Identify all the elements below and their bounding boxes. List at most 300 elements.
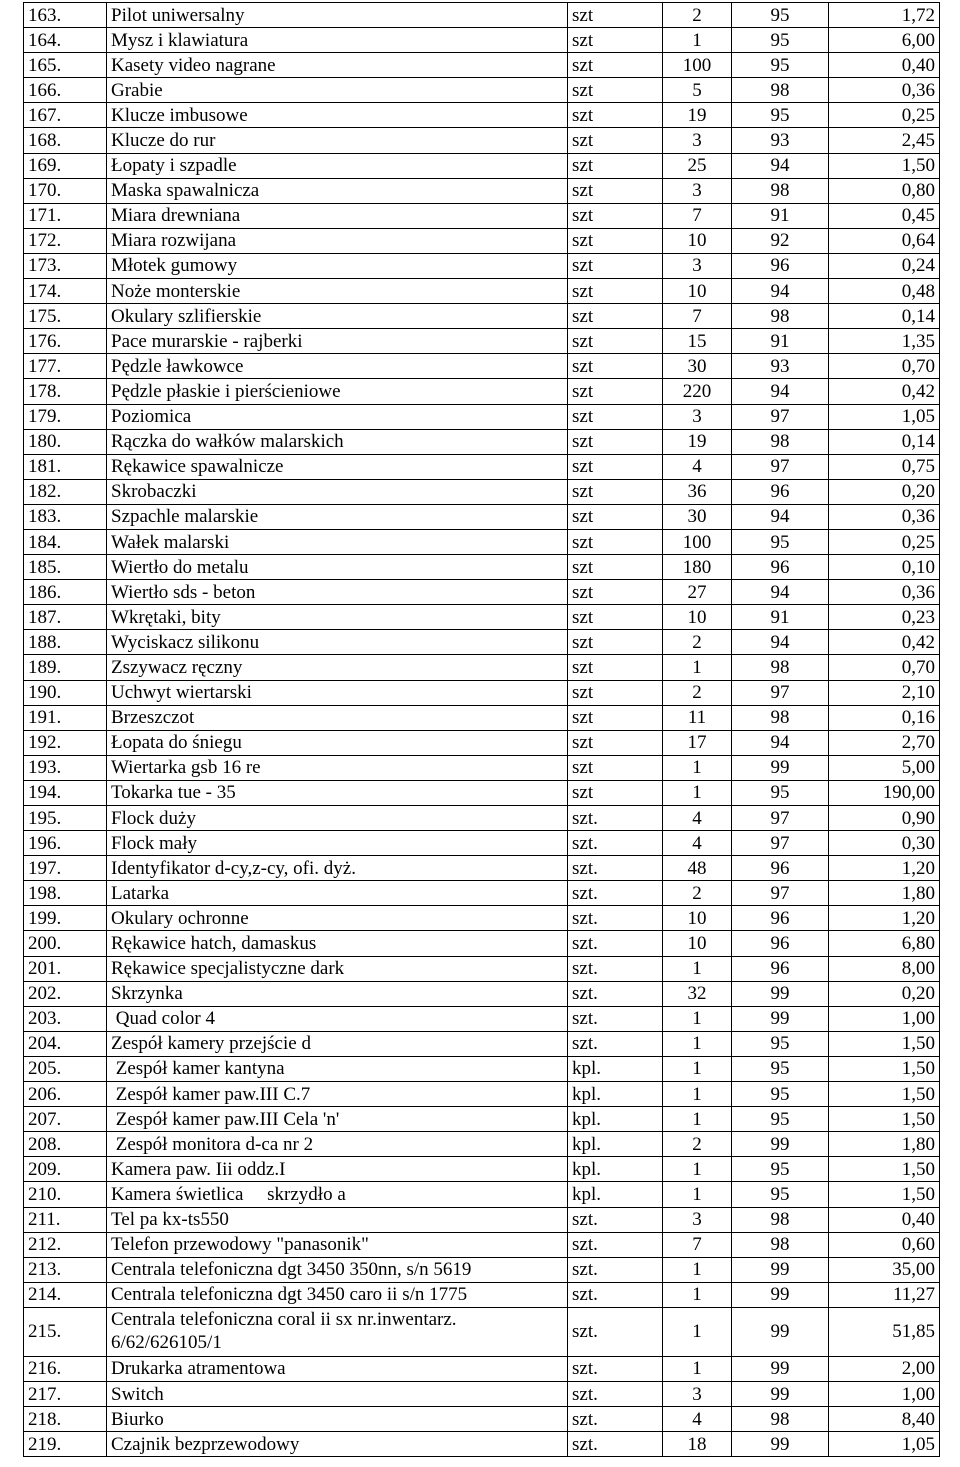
- wear-percent-cell: 91: [732, 605, 829, 630]
- table-row: [24, 1307, 940, 1356]
- unit-cell: szt: [568, 329, 663, 354]
- unit-cell: szt: [568, 605, 663, 630]
- value-cell: 1,05: [829, 404, 940, 429]
- item-name-cell: Pace murarskie - rajberki: [107, 329, 568, 354]
- table-row: [24, 1232, 940, 1257]
- quantity-cell: 3: [663, 1381, 732, 1406]
- unit-cell: szt.: [568, 1381, 663, 1406]
- wear-percent-cell: 96: [732, 931, 829, 956]
- table-row: [24, 1432, 940, 1457]
- quantity-cell: 3: [663, 1207, 732, 1232]
- row-number-cell: 180.: [24, 429, 107, 454]
- quantity-cell: 3: [663, 253, 732, 278]
- row-number-cell: 187.: [24, 605, 107, 630]
- item-name-cell: Noże monterskie: [107, 279, 568, 304]
- row-number-cell: 166.: [24, 78, 107, 103]
- table-row: [24, 178, 940, 203]
- wear-percent-cell: 95: [732, 1157, 829, 1182]
- row-number-cell: 201.: [24, 956, 107, 981]
- wear-percent-cell: 99: [732, 1432, 829, 1457]
- wear-percent-cell: 91: [732, 203, 829, 228]
- value-cell: 8,00: [829, 956, 940, 981]
- value-cell: 1,50: [829, 1056, 940, 1081]
- value-cell: 0,36: [829, 504, 940, 529]
- value-cell: 1,50: [829, 1107, 940, 1132]
- item-name-cell: Klucze imbusowe: [107, 103, 568, 128]
- table-row: [24, 605, 940, 630]
- value-cell: 1,80: [829, 1132, 940, 1157]
- item-name-cell: Rękawice specjalistyczne dark: [107, 956, 568, 981]
- row-number-cell: 202.: [24, 981, 107, 1006]
- table-row: [24, 28, 940, 53]
- quantity-cell: 17: [663, 730, 732, 755]
- quantity-cell: 30: [663, 504, 732, 529]
- item-name-cell: Wyciskacz silikonu: [107, 630, 568, 655]
- row-number-cell: 199.: [24, 906, 107, 931]
- table-row: [24, 755, 940, 780]
- unit-cell: szt.: [568, 1031, 663, 1056]
- row-number-cell: 185.: [24, 555, 107, 580]
- unit-cell: szt.: [568, 1356, 663, 1381]
- item-name-cell: Tel pa kx-ts550: [107, 1207, 568, 1232]
- table-row: [24, 1407, 940, 1432]
- row-number-cell: 195.: [24, 806, 107, 831]
- item-name-cell: Latarka: [107, 881, 568, 906]
- row-number-cell: 164.: [24, 28, 107, 53]
- value-cell: 1,35: [829, 329, 940, 354]
- value-cell: 6,00: [829, 28, 940, 53]
- item-name-cell: Kasety video nagrane: [107, 53, 568, 78]
- wear-percent-cell: 95: [732, 1056, 829, 1081]
- wear-percent-cell: 98: [732, 655, 829, 680]
- value-cell: 0,16: [829, 705, 940, 730]
- item-name-cell: Pędzle ławkowce: [107, 354, 568, 379]
- value-cell: 0,36: [829, 78, 940, 103]
- wear-percent-cell: 94: [732, 730, 829, 755]
- item-name-cell: Zespół kamer paw.III C.7: [107, 1082, 568, 1107]
- quantity-cell: 1: [663, 1107, 732, 1132]
- value-cell: 0,42: [829, 630, 940, 655]
- quantity-cell: 4: [663, 1407, 732, 1432]
- table-row: [24, 655, 940, 680]
- unit-cell: szt: [568, 780, 663, 805]
- table-row: [24, 3, 940, 28]
- table-row: [24, 580, 940, 605]
- table-row: [24, 1182, 940, 1207]
- wear-percent-cell: 95: [732, 103, 829, 128]
- row-number-cell: 219.: [24, 1432, 107, 1457]
- wear-percent-cell: 95: [732, 780, 829, 805]
- table-row: [24, 78, 940, 103]
- wear-percent-cell: 98: [732, 705, 829, 730]
- inventory-table: [23, 2, 940, 1457]
- row-number-cell: 169.: [24, 153, 107, 178]
- row-number-cell: 168.: [24, 128, 107, 153]
- table-row: [24, 429, 940, 454]
- unit-cell: szt.: [568, 856, 663, 881]
- quantity-cell: 7: [663, 1232, 732, 1257]
- unit-cell: szt: [568, 304, 663, 329]
- quantity-cell: 10: [663, 605, 732, 630]
- value-cell: 1,20: [829, 856, 940, 881]
- table-row: [24, 730, 940, 755]
- row-number-cell: 194.: [24, 780, 107, 805]
- item-name-cell: Mysz i klawiatura: [107, 28, 568, 53]
- item-name-cell: Rękawice hatch, damaskus: [107, 931, 568, 956]
- item-name-cell: Centrala telefoniczna dgt 3450 caro ii s/n 1775: [107, 1282, 568, 1307]
- value-cell: 0,20: [829, 479, 940, 504]
- table-row: [24, 555, 940, 580]
- table-row: [24, 1006, 940, 1031]
- row-number-cell: 188.: [24, 630, 107, 655]
- unit-cell: szt.: [568, 1006, 663, 1031]
- quantity-cell: 1: [663, 1082, 732, 1107]
- quantity-cell: 48: [663, 856, 732, 881]
- value-cell: 0,80: [829, 178, 940, 203]
- item-name-cell: Łopaty i szpadle: [107, 153, 568, 178]
- quantity-cell: 32: [663, 981, 732, 1006]
- wear-percent-cell: 95: [732, 1082, 829, 1107]
- row-number-cell: 182.: [24, 479, 107, 504]
- quantity-cell: 30: [663, 354, 732, 379]
- unit-cell: szt: [568, 3, 663, 28]
- table-row: [24, 881, 940, 906]
- item-name-cell: Pędzle płaskie i pierścieniowe: [107, 379, 568, 404]
- value-cell: 6,80: [829, 931, 940, 956]
- quantity-cell: 1: [663, 1307, 732, 1356]
- row-number-cell: 212.: [24, 1232, 107, 1257]
- item-name-cell: Skrzynka: [107, 981, 568, 1006]
- unit-cell: kpl.: [568, 1182, 663, 1207]
- quantity-cell: 15: [663, 329, 732, 354]
- value-cell: 0,40: [829, 1207, 940, 1232]
- quantity-cell: 18: [663, 1432, 732, 1457]
- table-row: [24, 780, 940, 805]
- row-number-cell: 177.: [24, 354, 107, 379]
- unit-cell: szt: [568, 730, 663, 755]
- quantity-cell: 1: [663, 780, 732, 805]
- item-name-cell: Wkrętaki, bity: [107, 605, 568, 630]
- wear-percent-cell: 95: [732, 28, 829, 53]
- wear-percent-cell: 98: [732, 1232, 829, 1257]
- unit-cell: szt: [568, 78, 663, 103]
- quantity-cell: 1: [663, 1056, 732, 1081]
- row-number-cell: 163.: [24, 3, 107, 28]
- quantity-cell: 10: [663, 279, 732, 304]
- quantity-cell: 1: [663, 1006, 732, 1031]
- item-name-cell: Młotek gumowy: [107, 253, 568, 278]
- quantity-cell: 2: [663, 630, 732, 655]
- quantity-cell: 2: [663, 3, 732, 28]
- table-row: [24, 354, 940, 379]
- item-name-cell: Switch: [107, 1381, 568, 1406]
- unit-cell: szt.: [568, 1232, 663, 1257]
- quantity-cell: 10: [663, 931, 732, 956]
- quantity-cell: 2: [663, 881, 732, 906]
- value-cell: 190,00: [829, 780, 940, 805]
- wear-percent-cell: 94: [732, 153, 829, 178]
- table-row: [24, 1107, 940, 1132]
- unit-cell: szt: [568, 279, 663, 304]
- item-name-cell: Identyfikator d-cy,z-cy, ofi. dyż.: [107, 856, 568, 881]
- row-number-cell: 183.: [24, 504, 107, 529]
- unit-cell: szt.: [568, 1207, 663, 1232]
- unit-cell: szt: [568, 655, 663, 680]
- value-cell: 0,10: [829, 555, 940, 580]
- unit-cell: szt: [568, 479, 663, 504]
- table-row: [24, 329, 940, 354]
- quantity-cell: 19: [663, 429, 732, 454]
- quantity-cell: 10: [663, 906, 732, 931]
- quantity-cell: 1: [663, 28, 732, 53]
- unit-cell: szt.: [568, 831, 663, 856]
- unit-cell: kpl.: [568, 1107, 663, 1132]
- unit-cell: szt: [568, 755, 663, 780]
- wear-percent-cell: 96: [732, 856, 829, 881]
- table-row: [24, 705, 940, 730]
- wear-percent-cell: 95: [732, 1107, 829, 1132]
- item-name-cell: Tokarka tue - 35: [107, 780, 568, 805]
- quantity-cell: 100: [663, 53, 732, 78]
- row-number-cell: 184.: [24, 529, 107, 554]
- table-row: [24, 1257, 940, 1282]
- value-cell: 2,10: [829, 680, 940, 705]
- table-row: [24, 153, 940, 178]
- wear-percent-cell: 96: [732, 555, 829, 580]
- value-cell: 0,60: [829, 1232, 940, 1257]
- unit-cell: szt: [568, 630, 663, 655]
- table-row: [24, 1282, 940, 1307]
- table-row: [24, 53, 940, 78]
- unit-cell: szt.: [568, 1407, 663, 1432]
- item-name-cell: Maska spawalnicza: [107, 178, 568, 203]
- unit-cell: szt.: [568, 1432, 663, 1457]
- value-cell: 0,45: [829, 203, 940, 228]
- quantity-cell: 7: [663, 203, 732, 228]
- item-name-cell: Kamera świetlica skrzydło a: [107, 1182, 568, 1207]
- quantity-cell: 1: [663, 1031, 732, 1056]
- unit-cell: szt: [568, 203, 663, 228]
- quantity-cell: 100: [663, 529, 732, 554]
- item-name-cell: Zespół kamer paw.III Cela 'n': [107, 1107, 568, 1132]
- unit-cell: szt: [568, 504, 663, 529]
- item-name-cell: Wiertło do metalu: [107, 555, 568, 580]
- wear-percent-cell: 94: [732, 504, 829, 529]
- table-row: [24, 630, 940, 655]
- table-row: [24, 504, 940, 529]
- item-name-cell: Centrala telefoniczna coral ii sx nr.inwentarz. 6/62/626105/1: [107, 1307, 568, 1356]
- unit-cell: szt: [568, 128, 663, 153]
- unit-cell: szt: [568, 103, 663, 128]
- wear-percent-cell: 99: [732, 1307, 829, 1356]
- item-name-cell: Łopata do śniegu: [107, 730, 568, 755]
- wear-percent-cell: 98: [732, 1207, 829, 1232]
- row-number-cell: 208.: [24, 1132, 107, 1157]
- item-name-cell: Uchwyt wiertarski: [107, 680, 568, 705]
- table-row: [24, 1056, 940, 1081]
- value-cell: 1,80: [829, 881, 940, 906]
- value-cell: 2,70: [829, 730, 940, 755]
- row-number-cell: 218.: [24, 1407, 107, 1432]
- item-name-cell: Zespół monitora d-ca nr 2: [107, 1132, 568, 1157]
- item-name-cell: Centrala telefoniczna dgt 3450 350nn, s/n 5619: [107, 1257, 568, 1282]
- wear-percent-cell: 95: [732, 3, 829, 28]
- row-number-cell: 217.: [24, 1381, 107, 1406]
- item-name-cell: Quad color 4: [107, 1006, 568, 1031]
- unit-cell: szt: [568, 228, 663, 253]
- table-row: [24, 1207, 940, 1232]
- unit-cell: szt: [568, 253, 663, 278]
- row-number-cell: 170.: [24, 178, 107, 203]
- value-cell: 0,24: [829, 253, 940, 278]
- row-number-cell: 172.: [24, 228, 107, 253]
- wear-percent-cell: 94: [732, 580, 829, 605]
- value-cell: 1,50: [829, 1031, 940, 1056]
- table-row: [24, 931, 940, 956]
- value-cell: 0,23: [829, 605, 940, 630]
- wear-percent-cell: 94: [732, 379, 829, 404]
- item-name-cell: Szpachle malarskie: [107, 504, 568, 529]
- item-name-cell: Zespół kamer kantyna: [107, 1056, 568, 1081]
- wear-percent-cell: 98: [732, 304, 829, 329]
- row-number-cell: 167.: [24, 103, 107, 128]
- value-cell: 2,45: [829, 128, 940, 153]
- quantity-cell: 19: [663, 103, 732, 128]
- value-cell: 0,14: [829, 429, 940, 454]
- table-row: [24, 856, 940, 881]
- quantity-cell: 220: [663, 379, 732, 404]
- wear-percent-cell: 98: [732, 1407, 829, 1432]
- unit-cell: szt: [568, 153, 663, 178]
- value-cell: 0,36: [829, 580, 940, 605]
- quantity-cell: 4: [663, 454, 732, 479]
- value-cell: 0,25: [829, 529, 940, 554]
- row-number-cell: 214.: [24, 1282, 107, 1307]
- quantity-cell: 1: [663, 655, 732, 680]
- value-cell: 1,00: [829, 1006, 940, 1031]
- item-name-cell: Zespół kamery przejście d: [107, 1031, 568, 1056]
- item-name-cell: Kamera paw. Iii oddz.I: [107, 1157, 568, 1182]
- table-row: [24, 1356, 940, 1381]
- item-name-cell: Flock mały: [107, 831, 568, 856]
- unit-cell: szt.: [568, 931, 663, 956]
- quantity-cell: 3: [663, 178, 732, 203]
- row-number-cell: 175.: [24, 304, 107, 329]
- item-name-cell: Wałek malarski: [107, 529, 568, 554]
- table-row: [24, 1031, 940, 1056]
- row-number-cell: 215.: [24, 1307, 107, 1356]
- quantity-cell: 4: [663, 806, 732, 831]
- item-name-cell: Miara drewniana: [107, 203, 568, 228]
- quantity-cell: 7: [663, 304, 732, 329]
- wear-percent-cell: 97: [732, 404, 829, 429]
- unit-cell: szt: [568, 680, 663, 705]
- wear-percent-cell: 99: [732, 1257, 829, 1282]
- value-cell: 1,50: [829, 153, 940, 178]
- row-number-cell: 200.: [24, 931, 107, 956]
- row-number-cell: 190.: [24, 680, 107, 705]
- value-cell: 2,00: [829, 1356, 940, 1381]
- item-name-cell: Rękawice spawalnicze: [107, 454, 568, 479]
- table-row: [24, 956, 940, 981]
- row-number-cell: 216.: [24, 1356, 107, 1381]
- wear-percent-cell: 97: [732, 806, 829, 831]
- table-row: [24, 228, 940, 253]
- table-row: [24, 1381, 940, 1406]
- unit-cell: szt: [568, 379, 663, 404]
- item-name-cell: Rączka do wałków malarskich: [107, 429, 568, 454]
- wear-percent-cell: 95: [732, 529, 829, 554]
- wear-percent-cell: 99: [732, 1132, 829, 1157]
- value-cell: 0,40: [829, 53, 940, 78]
- value-cell: 0,70: [829, 655, 940, 680]
- row-number-cell: 181.: [24, 454, 107, 479]
- row-number-cell: 211.: [24, 1207, 107, 1232]
- value-cell: 1,72: [829, 3, 940, 28]
- table-row: [24, 906, 940, 931]
- row-number-cell: 189.: [24, 655, 107, 680]
- unit-cell: szt: [568, 404, 663, 429]
- row-number-cell: 196.: [24, 831, 107, 856]
- item-name-cell: Miara rozwijana: [107, 228, 568, 253]
- quantity-cell: 1: [663, 755, 732, 780]
- item-name-cell: Wiertło sds - beton: [107, 580, 568, 605]
- row-number-cell: 203.: [24, 1006, 107, 1031]
- wear-percent-cell: 98: [732, 78, 829, 103]
- item-name-cell: Zszywacz ręczny: [107, 655, 568, 680]
- unit-cell: szt: [568, 580, 663, 605]
- quantity-cell: 36: [663, 479, 732, 504]
- quantity-cell: 11: [663, 705, 732, 730]
- quantity-cell: 3: [663, 128, 732, 153]
- row-number-cell: 186.: [24, 580, 107, 605]
- row-number-cell: 165.: [24, 53, 107, 78]
- wear-percent-cell: 97: [732, 831, 829, 856]
- quantity-cell: 1: [663, 1282, 732, 1307]
- unit-cell: szt: [568, 555, 663, 580]
- wear-percent-cell: 97: [732, 454, 829, 479]
- row-number-cell: 213.: [24, 1257, 107, 1282]
- wear-percent-cell: 99: [732, 981, 829, 1006]
- wear-percent-cell: 98: [732, 178, 829, 203]
- unit-cell: szt: [568, 705, 663, 730]
- table-row: [24, 253, 940, 278]
- table-row: [24, 128, 940, 153]
- quantity-cell: 2: [663, 1132, 732, 1157]
- item-name-cell: Flock duży: [107, 806, 568, 831]
- item-name-cell: Okulary szlifierskie: [107, 304, 568, 329]
- unit-cell: szt: [568, 529, 663, 554]
- table-row: [24, 103, 940, 128]
- wear-percent-cell: 98: [732, 429, 829, 454]
- value-cell: 0,90: [829, 806, 940, 831]
- wear-percent-cell: 95: [732, 1031, 829, 1056]
- wear-percent-cell: 96: [732, 906, 829, 931]
- value-cell: 1,50: [829, 1182, 940, 1207]
- unit-cell: szt.: [568, 1282, 663, 1307]
- wear-percent-cell: 94: [732, 630, 829, 655]
- value-cell: 0,70: [829, 354, 940, 379]
- table-row: [24, 203, 940, 228]
- table-row: [24, 831, 940, 856]
- value-cell: 1,50: [829, 1157, 940, 1182]
- unit-cell: kpl.: [568, 1132, 663, 1157]
- wear-percent-cell: 99: [732, 1006, 829, 1031]
- quantity-cell: 10: [663, 228, 732, 253]
- quantity-cell: 25: [663, 153, 732, 178]
- row-number-cell: 197.: [24, 856, 107, 881]
- row-number-cell: 205.: [24, 1056, 107, 1081]
